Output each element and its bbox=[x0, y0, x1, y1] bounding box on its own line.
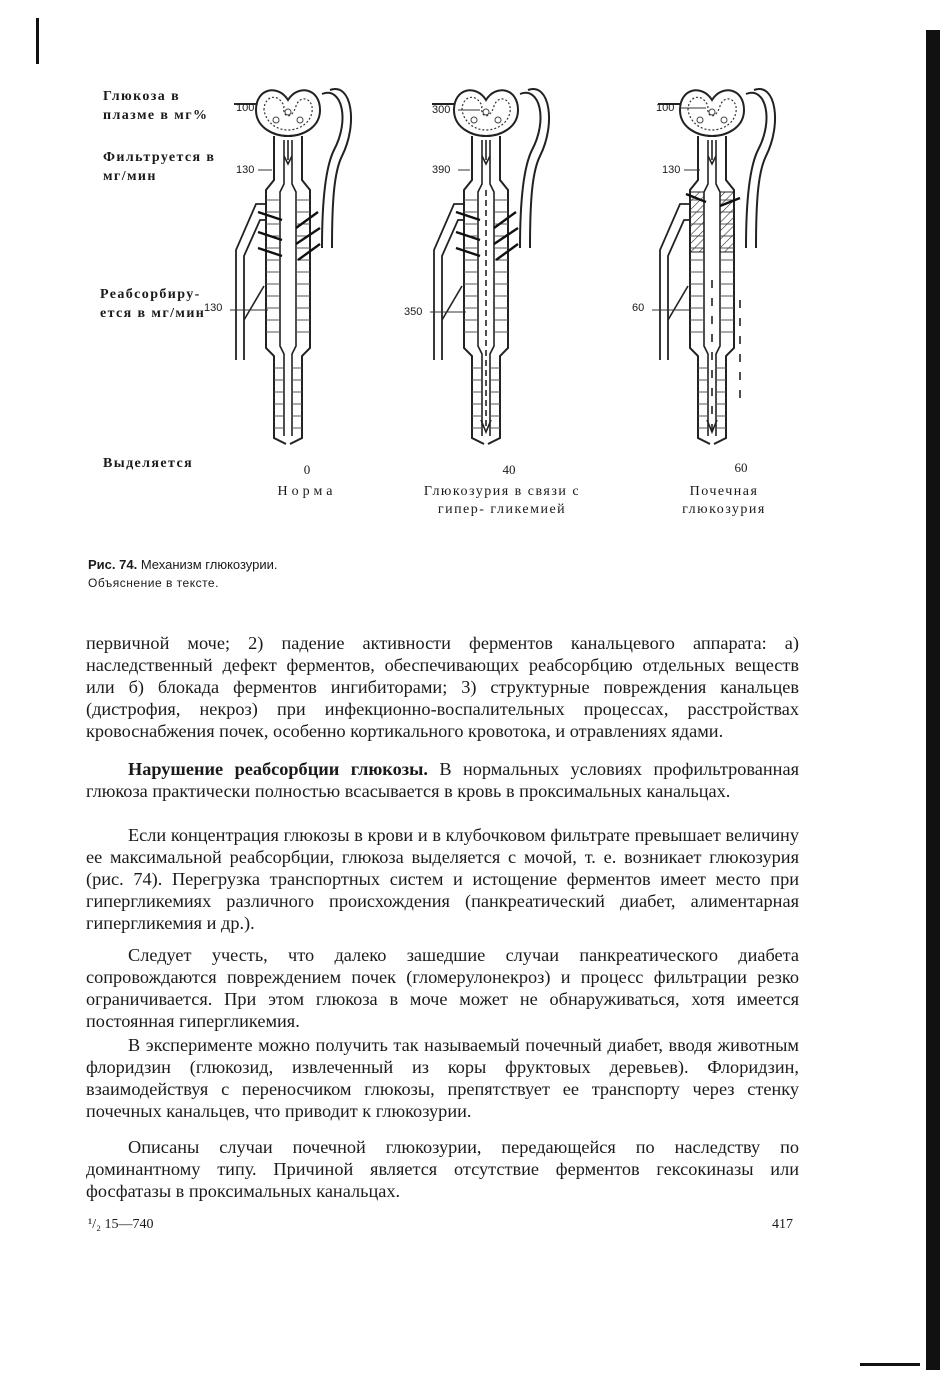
p3-caption: Почечная глюкозурия bbox=[682, 484, 766, 517]
panel-hyperglycemia-diagram bbox=[432, 89, 549, 444]
scan-edge-bottom bbox=[860, 1363, 920, 1366]
p1-plasma-value: 100 bbox=[236, 102, 255, 114]
p2-plasma-value: 300 bbox=[432, 104, 451, 116]
p3-excreted-value: 60 bbox=[734, 460, 748, 475]
label-filtered: Фильтруется в мг/мин bbox=[103, 150, 216, 184]
printer-signature: ¹/₂ 15—740 bbox=[88, 1217, 154, 1232]
paragraph-4: Следует учесть, что далеко зашедшие случаи панкреатического диабета сопровождаются повреждением почек (гломерулонекроз) и процесс фильтрации резко ограничивается. При этом глюкоза в моче может не обнаруживаться, хотя имеется постоянная гипергликемия. bbox=[86, 945, 799, 1031]
paragraph-5: В эксперименте можно получить так называемый почечный диабет, вводя животным флоридзин (глюкозид, извлеченный из коры фруктовых деревьев). Флоридзин, взаимодействуя с переносчиком глюкозы, препятствует ее транспорту через стенку почечных канальцев, что приводит к глюкозурии. bbox=[86, 1035, 799, 1121]
paragraph-3: Если концентрация глюкозы в крови и в клубочковом фильтрате превышает величину ее максимальной реабсорбции, глюкоза выделяется с мочой, т. е. возникает глюкозурия (рис. 74). Перегрузка транспортных систем и истощение ферментов имеет место при гипергликемиях различного происхождения (панкреатический диабет, алиментарная гипергликемия и др.). bbox=[86, 825, 799, 933]
figure-title: Механизм глюкозурии. bbox=[140, 557, 278, 572]
label-excreted: Выделяется bbox=[103, 456, 194, 471]
paragraph-1: первичной моче; 2) падение активности ферментов канальцевого аппарата: а) наследственный дефект ферментов, обеспечивающих реабсорбцию отдельных веществ или б) блокада ферментов ингибиторами; 3) структурные повреждения канальцев (дистрофия, некроз) при инфекционно-воспалительных процессах, расстройствах кровоснабжения почек, особенно кортикального кровотока, и отравлениях ядами. bbox=[86, 633, 799, 741]
figure-note: Объяснение в тексте. bbox=[88, 576, 219, 590]
panel-renal-diagram bbox=[658, 89, 775, 444]
label-plasma: Глюкоза в плазме в мг% bbox=[103, 89, 209, 123]
figure-label: Рис. 74. bbox=[88, 557, 138, 572]
p3-plasma-value: 100 bbox=[656, 102, 675, 114]
p1-caption: Норма bbox=[277, 484, 337, 499]
p2-filtered-value: 390 bbox=[432, 164, 451, 176]
p1-filtered-value: 130 bbox=[236, 164, 255, 176]
paragraph-2 bbox=[86, 758, 799, 802]
figure-caption bbox=[88, 555, 278, 593]
scan-edge-left bbox=[36, 18, 39, 64]
p1-excreted-value: 0 bbox=[303, 462, 311, 477]
paragraph-6: Описаны случаи почечной глюкозурии, передающейся по наследству по доминантному типу. Причиной является отсутствие ферментов гексокиназы или фосфатазы в проксимальных канальцах. bbox=[86, 1137, 799, 1201]
page-number: 417 bbox=[772, 1217, 793, 1232]
panel-norm-diagram bbox=[234, 89, 351, 444]
p1-reabsorbed-value: 130 bbox=[204, 302, 223, 314]
p2-excreted-value: 40 bbox=[502, 462, 516, 477]
paragraph-2-text: В нормальных условиях профильтрованная глюкоза практически полностью всасывается в кровь в проксимальных канальцах. bbox=[86, 759, 799, 801]
nephron-figure bbox=[0, 80, 949, 470]
p3-filtered-value: 130 bbox=[662, 164, 681, 176]
p2-reabsorbed-value: 350 bbox=[404, 306, 423, 318]
paragraph-2-heading: Нарушение реабсорбции глюкозы. bbox=[128, 759, 428, 779]
p2-caption: Глюкозурия в связи с гипер- гликемией bbox=[423, 484, 581, 517]
label-reabsorbed: Реабсорбиру- ется в мг/мин bbox=[100, 287, 206, 321]
p3-reabsorbed-value: 60 bbox=[632, 302, 645, 314]
